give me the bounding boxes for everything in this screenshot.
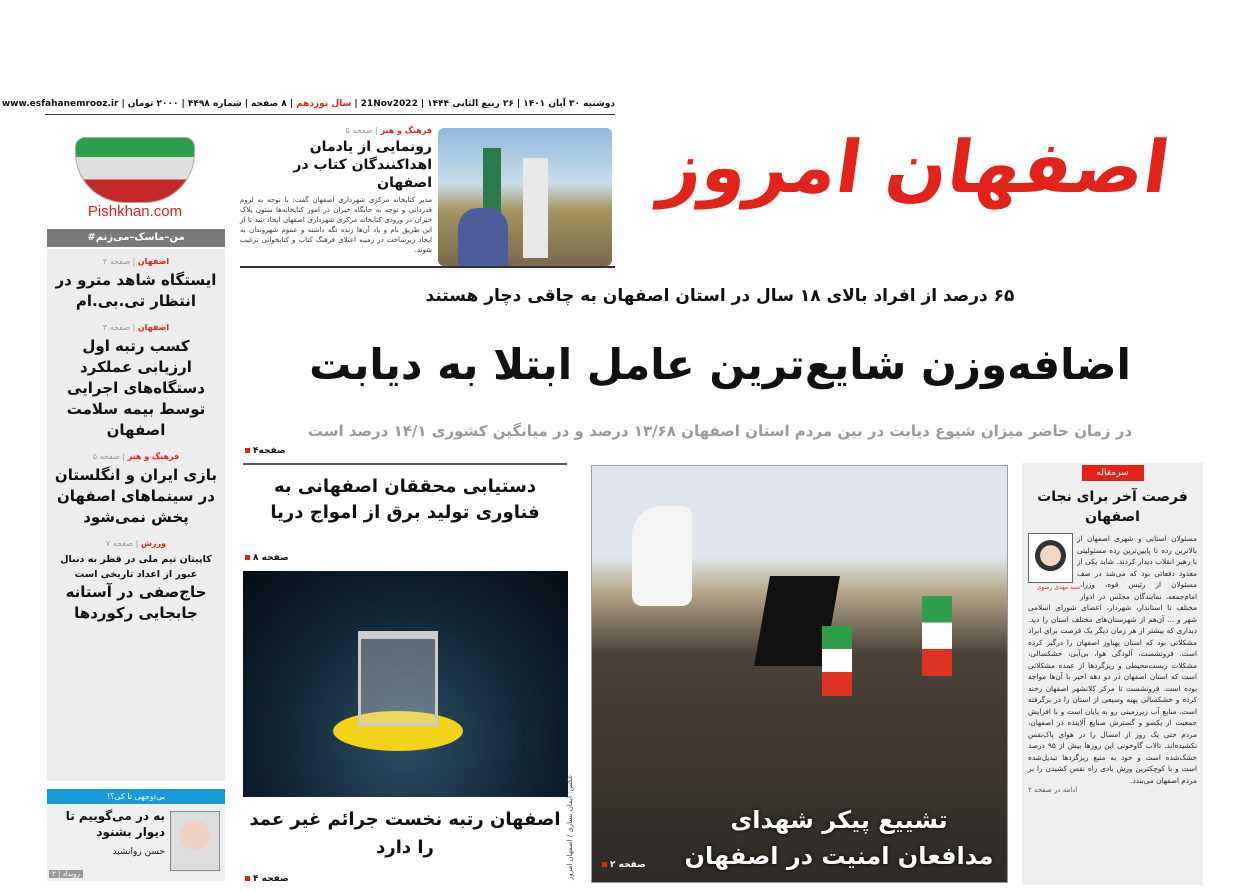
hashtag-bar: #من–ماسک–می‌زنم	[47, 229, 225, 247]
author-photo	[1028, 533, 1073, 583]
lead-subtitle: ۶۵ درصد از افراد بالای ۱۸ سال در استان اصفهان به چاقی دچار هستند	[425, 286, 1015, 306]
column-box[interactable]	[47, 789, 225, 881]
column-headline[interactable]: به در می‌گوییم تا دیوار بشنود	[65, 809, 165, 839]
flag-icon	[822, 626, 852, 696]
buoy-photo	[243, 571, 568, 797]
item-headline[interactable]: حاج‌صفی در آستانه جابجایی رکوردها	[65, 583, 207, 622]
list-item[interactable]: ورزش | صفحه ۷ کاپیتان تیم ملی در قطر به دنبال عبور از اعداد تاریخی است حاج‌صفی در آستانه جابجایی رکوردها	[47, 531, 225, 627]
photo-caption[interactable]: تشییع پیکر شهدای مدافعان امنیت در اصفهان	[684, 806, 994, 870]
masthead-logo	[615, 60, 1215, 275]
website-link[interactable]: www.esfahanemrooz.ir	[1, 99, 119, 109]
lead-lede: در زمان حاضر میزان شیوع دیابت در بین مردم استان اصفهان ۱۳/۶۸ درصد و در میانگین کشوری ۱۴/۱ درصد است	[307, 422, 1133, 440]
pishkhan-text: Pishkhan.com	[87, 203, 183, 220]
flag-icon	[922, 596, 952, 676]
column-label: بی‌توجهی تا کی؟!	[47, 789, 225, 804]
date-gregorian: 21Nov2022	[360, 99, 418, 109]
editorial-headline[interactable]: فرصت آخر برای نجات اصفهان	[1037, 489, 1188, 525]
editorial-label: سرمقاله	[1082, 465, 1144, 481]
teaser-story	[240, 126, 432, 255]
volume-year: سال نوزدهم	[296, 99, 352, 109]
pishkhan-logo	[45, 125, 225, 225]
middle-page-ref-1[interactable]: صفحه ۸	[245, 553, 289, 563]
editorial	[1022, 463, 1203, 885]
date-persian: دوشنبه ۳۰ آبان ۱۴۰۱	[523, 99, 615, 109]
editorial-author: سید مهدی رضوی	[1036, 584, 1080, 591]
teaser-body: مدیر کتابخانه مرکزی شهرداری اصفهان گفت: با توجه به لزوم قدردانی و توجه به جایگاه خیران در امور کتابخانه‌ها ستون پلاک خیران در ورودی کتابخانه مرکزی شهرداری اصفهان ایجاد شد تا از این طریق نام و یاد آن‌ها زنده نگه داشته و عموم شهروندان به ایجاد زیرساخت در زمینه اعتلای فرهنگ کتاب و کتابخوانی ترغیب شوند.	[240, 196, 432, 254]
date-hijri: ۲۶ ربیع الثانی ۱۴۴۴	[427, 99, 514, 109]
item-headline[interactable]: ایستگاه شاهد مترو در انتظار تی.بی.ام	[55, 271, 217, 310]
item-subhead: کاپیتان تیم ملی در قطر به دنبال عبور از اعداد تاریخی است	[60, 554, 212, 580]
editorial-body: مسئولان استانی و شهری اصفهان از بالاترین رده تا پایین‌ترین رده مسئولیتی با رهبر انقلاب دیدار کردند. شاید یکی از معدود دفعاتی بود که می‌شد در صف مسئولان از رئیس قوه، وزرا، امام‌جمعه، نمایندگان مجلس در ادوار مختلف تا استاندار، شهردار، اعضای شورای اسلامی شهر و ... آن‌هم از شهرستان‌های مختلف استان را دید. دیداری که بیشتر از هر زمان دیگر یک فرصت برای ابراد مشکلاتی بود که استان پهناور اصفهان را درگیر کرده است. فرونشست، آلودگی هوا، بی‌آبی، خشکسالی، مشکلات زیست‌محیطی و ریزگردها از عمده مشکلاتی است که استان اصفهان در دو دهه اخیر با آن‌ها مواجه بوده است. فرونشست تا مرکز کلانشهر اصفهان رخنه کرده و خشکسالی پهنه وسیعی از استان را در برگرفته است. منابع آب زیرزمینی رو به پایان است و با افزایش جمعیت از یکسو و گسترش صنایع آلاینده در اصفهان، مردم حتی یک روز از امسال را در هوای پاک‌نفس نکشیده‌اند. تالاب گاوخونی این روزها بیش از ۹۵ درصد خشک‌شده است و خود به منبع ریزگردها تبدیل‌شده است و با کوچکترین وزش بادی راه نفس کشیدن را بر مردم اصفهان می‌بندد.	[1028, 534, 1197, 785]
teaser-photo	[438, 128, 612, 266]
price: ۲۰۰۰ تومان	[127, 99, 179, 109]
issue-info-bar: دوشنبه ۳۰ آبان ۱۴۰۱ | ۲۶ ربیع الثانی ۱۴۴۴ | 21Nov2022 | سال نوزدهم | ۸ صفحه | شماره ۴۴۹۸ | ۲۰۰۰ تومان | www.esfahanemrooz.ir	[45, 97, 615, 115]
issue-number: شماره ۴۴۹۸	[187, 99, 242, 109]
middle-headline-1[interactable]: دستیابی محققان اصفهانی به فناوری تولید برق از امواج دریا	[270, 476, 540, 523]
left-news-column	[47, 249, 225, 781]
lead-headline[interactable]: اضافه‌وزن شایع‌ترین عامل ابتلا به دیابت	[309, 340, 1131, 389]
teaser-headline[interactable]: رونمایی از یادمان اهداکنندگان کتاب در اصفهان	[293, 139, 432, 191]
masthead-title: اصفهان امروز	[655, 125, 1175, 209]
lead-page-ref[interactable]: صفحه۴	[245, 446, 286, 456]
middle-page-ref-2[interactable]: صفحه ۴	[245, 874, 289, 884]
author-photo	[170, 811, 220, 871]
mask-icon	[75, 137, 195, 203]
list-item[interactable]: فرهنگ و هنر | صفحه ۵ بازی ایران و انگلستان در سینماهای اصفهان پخش نمی‌شود	[54, 452, 218, 526]
page-count: ۸ صفحه	[251, 99, 287, 109]
column-tag: رویداد | ۲	[49, 870, 83, 878]
divider	[243, 463, 567, 465]
editorial-continued[interactable]: ادامه در صفحه ۲	[1028, 786, 1078, 794]
item-headline[interactable]: بازی ایران و انگلستان در سینماهای اصفهان پخش نمی‌شود	[54, 466, 218, 526]
list-item[interactable]: اصفهان | صفحه ۳ کسب رتبه اول ارزیابی عملکرد دستگاه‌های اجرایی توسط بیمه سلامت اصفهان	[47, 315, 225, 444]
photo-page-ref[interactable]: صفحه ۲	[602, 860, 646, 870]
item-headline[interactable]: کسب رتبه اول ارزیابی عملکرد دستگاه‌های اجرایی توسط بیمه سلامت اصفهان	[66, 337, 206, 439]
divider	[240, 266, 615, 268]
middle-headline-2[interactable]: اصفهان رتبه نخست جرائم غیر عمد را دارد	[249, 809, 561, 858]
teaser-kicker: فرهنگ و هنر | صفحه ۵	[345, 126, 432, 135]
main-photo[interactable]	[591, 465, 1008, 883]
list-item[interactable]: اصفهان | صفحه ۳ ایستگاه شاهد مترو در انتظار تی.بی.ام	[47, 249, 225, 315]
column-author: حسن روانشید	[112, 847, 165, 857]
photo-credit: عکس: ایمان نساری / اصفهان امروز	[566, 774, 574, 880]
